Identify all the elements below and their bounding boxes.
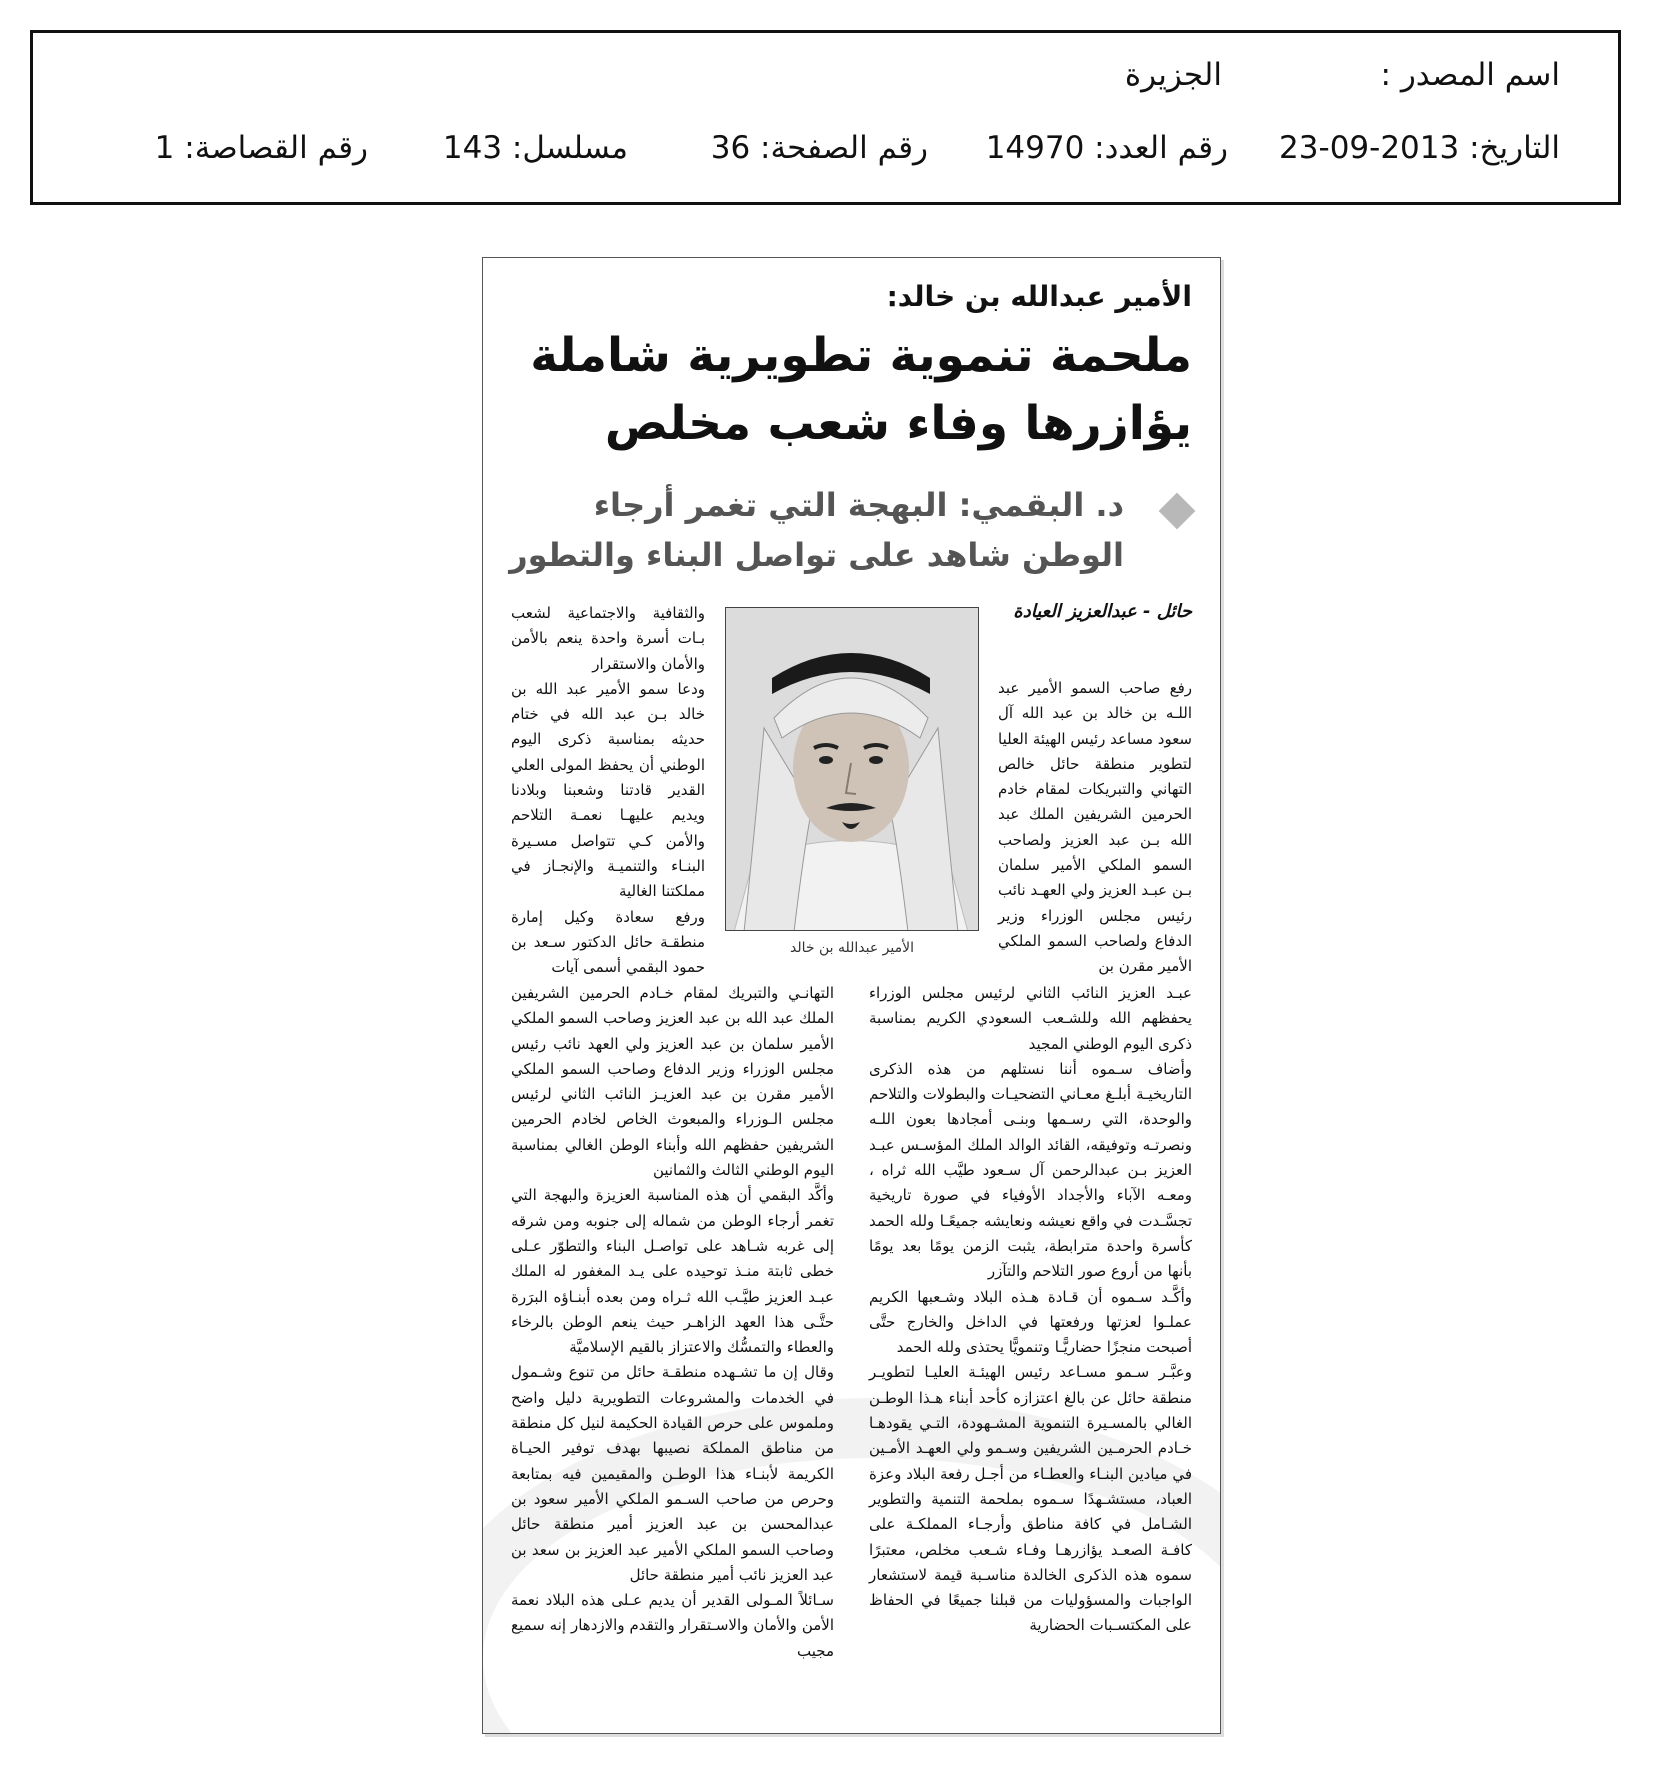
source-label: اسم المصدر :	[1380, 57, 1560, 93]
page-number-field: رقم الصفحة: 36	[710, 130, 928, 166]
paragraph: سـائلاً المـولى القدير أن يديم عـلى هذه البلاد نعمة الأمن والأمان والاسـتقرار والتقدم والازدهار إنه سميع مجيب	[511, 1591, 834, 1660]
clipping-metadata-box	[30, 30, 1621, 205]
serial-field: مسلسل: 143	[442, 130, 628, 166]
article-column-left-top	[511, 601, 705, 980]
paragraph: التهانـي والتبريك لمقام خـادم الحرمين الشريفين الملك عبد الله بن عبد العزيز وصاحب السمو الملكي الأمير سلمان بن عبد العزيز ولي العهد نائب رئيس مجلس الوزراء وزير الدفاع وصاحب السمو الملكي الأمير مقرن بن عبد العزيـز النائب الثاني لرئيس مجلس الـوزراء والمبعوث الخاص لخادم الحرمين الشريفين حفظهم الله وأبناء الوطن الغالي بمناسبة اليوم الوطني الثالث والثمانين	[511, 984, 834, 1180]
paragraph: عبـد العزيز النائب الثاني لرئيس مجلس الوزراء يحفظهم الله وللشـعب السعودي الكريم بمناسبة ذكرى اليوم الوطني المجيد	[869, 984, 1192, 1053]
portrait-photo	[725, 607, 979, 931]
source-value: الجزيرة	[1124, 57, 1222, 93]
clip-number-field: رقم القصاصة: 1	[154, 130, 368, 166]
paragraph: وعبَّـر سـمو مسـاعد رئيس الهيئـة العليـا لتطويـر منطقة حائل عن بالغ اعتزازه كأحد أبناء هـذا الوطـن الغالي بالمسـيرة التنموية المشـهودة، التـي يقودهـا خـادم الحرمـين الشريفين وسـمو ولي العهـد الأمـين في ميادين البنـاء والعطـاء من أجـل رفعة البلاد وعزة العباد، مستشـهدًا سـموه بملحمة التنمية والتطوير الشـامل في كافة مناطق وأرجـاء المملكـة على كافـة الصعـد يؤازرهـا وفـاء شـعب مخلص، معتبرًا سموه هذه الذكرى الخالدة مناسـبة قيمة لاستشعار الواجبات والمسؤوليات من قبلنا جميعًا في الحفاظ على المكتسـبات الحضارية	[869, 1363, 1192, 1635]
date-field: التاريخ: 2013-09-23	[1279, 130, 1560, 166]
portrait-illustration	[725, 608, 978, 931]
paragraph: رفع صاحب السمو الأمير عبد اللـه بن خالد بن عبد الله آل سعود مساعد رئيس الهيئة العليا لتطوير منطقة حائل خالص التهاني والتبريكات لمقام خادم الحرمين الشريفين الملك عبد الله بـن عبد العزيز ولصاحب السمو الملكي الأمير سلمان بـن عبـد العزيز ولي العهـد نائب رئيس مجلس الوزراء وزير الدفاع ولصاحب السمو الملكي الأمير مقرن بن	[998, 679, 1192, 976]
article-kicker: الأمير عبدالله بن خالد:	[886, 280, 1192, 313]
article-headline: ملحمة تنموية تطويرية شاملة يؤازرها وفاء شعب مخلص	[530, 328, 1192, 451]
paragraph: وأكَّد البقمي أن هذه المناسبة العزيزة والبهجة التي تغمر أرجاء الوطن من شماله إلى جنوبه ومن شرقه إلى غربه شـاهد على تواصـل البناء والتطوّر عـلى خطى ثابتة منـذ توحيده على يـد المغفور له الملك عبـد العزيز طيَّـب الله ثـراه ومن بعده أبنـاؤه البرَرة حتَّـى هذا العهد الزاهـر حيث ينعم الوطن بالرخاء والعطاء والتمسُّك والاعتزاز بالقيم الإسلاميَّة	[511, 1186, 834, 1357]
article-column-right-bottom	[869, 981, 1192, 1639]
paragraph: وقال إن ما تشـهده منطقـة حائل من تنوع وشـمول في الخدمات والمشروعات التطويرية دليل واضح وملموس على حرص القيادة الحكيمة لنيل كل منطقة من مناطق المملكة نصيبها بهدف توفير الحيـاة الكريمة لأبنـاء هذا الوطـن والمقيمين فيه بمتابعة وحرص من صاحب السـمو الملكي الأمير سعود بن عبدالمحسن بن عبد العزيز أمير منطقة حائل وصاحب السمو الملكي الأمير عبد العزيز بن سعد بن عبد العزيز نائب أمير منطقة حائل	[511, 1363, 834, 1584]
diamond-bullet-icon	[1159, 493, 1196, 530]
paragraph: ورفع سعادة وكيل إمارة منطقـة حائل الدكتور سـعد بن حمود البقمي أسمى آيات	[511, 907, 705, 977]
article-subheadline: د. البقمي: البهجة التي تغمر أرجاء الوطن شاهد على تواصل البناء والتطور	[509, 486, 1124, 574]
article-byline: حائل - عبدالعزيز العيادة	[1013, 601, 1192, 622]
article-column-left-bottom	[511, 981, 834, 1664]
photo-caption: الأمير عبدالله بن خالد	[790, 940, 914, 956]
paragraph: وأضاف سـموه أننا نستلهم من هذه الذكرى التاريخيـة أبلـغ معـاني التضحيـات والبطولات والتلاحم والوحدة، التي رسـمها وبنـى أمجادها بعون اللـه ونصرتـه وتوفيقه، القائد الوالد الملك المؤسـس عبـد العزيز بـن عبدالرحمن آل سـعود طيَّب الله ثراه ، ومعـه الآباء والأجداد الأوفياء في صورة تاريخية تجسَّـدت في واقع نعيشه ونعايشه جميعًـا ولله الحمد كأسرة واحدة مترابطة، يثبت الزمن يومًا بعد يومًا بأنها من أروع صور التلاحم والتآزر	[869, 1059, 1192, 1281]
article-column-right-top	[998, 676, 1192, 980]
paragraph: ودعا سمو الأمير عبد الله بن خالد بـن عبد الله في ختام حديثه بمناسبة ذكرى اليوم الوطني أن يحفظ المولى العلي القدير قادتنا وشعبنا وبلادنا ويديم عليهـا نعمـة التلاحم والأمن كـي تتواصل مسـيرة البنـاء والتنميـة والإنجـاز في مملكتنا الغالية	[511, 679, 705, 901]
newspaper-clipping	[482, 257, 1221, 1734]
paragraph: والثقافية والاجتماعية لشعب بـات أسرة واحدة ينعم بالأمن والأمان والاستقرار	[511, 604, 705, 673]
paragraph: وأكَّـد سـموه أن قـادة هـذه البلاد وشـعبها الكريم عملـوا لعزتها ورفعتها في الداخل والخارج حتَّى أصبحت منجزًا حضاريًّـا وتنمويًّا يحتذى ولله الحمد	[869, 1287, 1192, 1357]
issue-number-field: رقم العدد: 14970	[985, 130, 1228, 166]
